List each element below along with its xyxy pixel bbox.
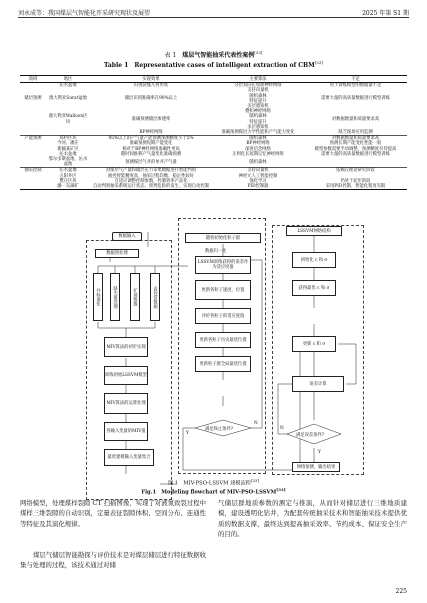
preprocess-box: 数据预处理: [95, 249, 139, 258]
table-cell: 神经元人工智能控制: [238, 173, 278, 179]
global-best-box: 更新粒子群全局最优位置: [195, 356, 251, 372]
col-header: 地区: [46, 76, 90, 83]
table-caption-en: Table 1 Representative cases of intelligent extraction of CBM[33]: [104, 60, 323, 69]
error-calc-box: 误差计算: [292, 376, 344, 392]
table-cell: 对数据数量和质量要求高: [304, 136, 407, 142]
optimal-inputs-box: 最优建模输入变量集合: [104, 449, 154, 466]
col-header: 主要算法: [212, 76, 304, 83]
init-c-sigma-box: 初始化 c 和 σ: [292, 252, 336, 268]
table-cell: 五阳井区: [59, 173, 77, 179]
table-cell: 储层识别准确率在90%以上: [124, 96, 178, 102]
table-cell: 叠积神经网络 随机森林 特征提升 多层感知机: [245, 109, 271, 130]
init-swarm-box: 随机初始化粒子群: [185, 233, 261, 243]
update-c-sigma-box: 更新 c 和 σ: [292, 336, 336, 352]
table-cell: 对数据数量和质量要求高: [331, 117, 380, 123]
table-cell: 今河、潘庄: [57, 141, 79, 147]
table-cell: 随时间推移产气量变化准确预测: [120, 151, 182, 157]
table-cell: BP神经网络: [139, 130, 163, 136]
table-cell: BP神经网络: [246, 141, 270, 147]
table-cell: 用于训练模型的数据量不足: [329, 83, 382, 89]
table-cell: 模型参数需要手动调整，预测精度有待提高: [314, 146, 397, 152]
expand-dim-box: 扩展维数: [130, 273, 140, 321]
pso-yes-label: Y: [186, 431, 189, 436]
table-cell: 识别裂缝几何形状: [133, 83, 169, 89]
missing-value-box: 缺失值处理: [110, 273, 120, 321]
table-cell: 采用PID控制、智能化程度有限: [304, 184, 407, 190]
table-cell: 深度信念网络: [245, 146, 271, 152]
pso-check-label: 满足终止条件?: [205, 427, 234, 432]
table-cell: 需要大量的高质量数据进行模型训练: [321, 151, 390, 157]
table-cell: 预测煤层气井的单井产气量: [125, 159, 177, 165]
table-cell: 准确预测储层渗透率: [131, 117, 171, 123]
table-cell: 随机森林: [212, 136, 304, 142]
miv-init-box: MIV算法的初步实现: [104, 337, 148, 357]
col-header: 实现效果: [90, 76, 212, 83]
error-check-label: 满足误差条件?: [296, 433, 325, 438]
output-box: 网络预测，输出结果: [292, 462, 340, 472]
miv-values-box: 各输入变量的MIV值: [104, 422, 148, 441]
miv-calc-box: MIV算法的运算处理: [104, 393, 148, 414]
data-input-box: 数据输入: [112, 232, 142, 241]
table-cell: 准确预测短期产能变化: [129, 141, 173, 147]
body-left-para1: 网络模型，处理煤样裂隙 CT 扫描图像，实现了对液氮致裂过程中煤样三维裂隙的自动识别，定量表征裂隙体积、空间分布、连通性等特征及其演化规律。: [20, 499, 206, 528]
table-cell: 产能预测: [20, 136, 46, 142]
page-number: 225: [395, 588, 407, 595]
pso-no-label: N: [254, 421, 258, 426]
table-cell: 澳大利亚Walloon区块: [48, 114, 88, 125]
col-header: 领域: [20, 76, 46, 83]
table-cell: 储层预测: [24, 96, 42, 102]
header-left: 刘永成等：我国煤层气智能化开采研究现状及展望: [18, 10, 151, 17]
table-cell: 沁水盆地: [59, 151, 77, 157]
table-cell: 分层双向长短期神经网络: [234, 83, 282, 89]
outlier-box: 去异常数据: [150, 273, 160, 321]
table-cell: 沁水盆地: [46, 168, 90, 174]
table-cell: 沁水盆地: [59, 83, 77, 89]
table-cell: 澳大利亚Surat盆地: [49, 96, 87, 102]
body-left-para2: 煤层气储层智能勘探与评价技术是对煤层储层进行特征数据收集与处理的过程，该技术通过对储: [20, 551, 206, 570]
figure-caption-cn: 图 1 MIV-PSO-LSSVM 建模流程[33]: [167, 478, 260, 487]
lssvm-structure-box: LSSVM网络结构: [286, 226, 342, 236]
table-cell: 准确预测煤层力学性能和产气能力变化: [221, 130, 295, 136]
table-cell: 随机森林: [249, 159, 267, 165]
table-cell: 依赖在理论研究阶段: [304, 168, 407, 174]
update-velocity-box: 更新各粒子速度、位置: [195, 280, 251, 300]
best-c-sigma-box: 获得最优 c 和 σ: [292, 280, 336, 296]
normalize-label: 数据归一化: [205, 249, 227, 254]
table-cell: 仍处于起步阶段: [340, 178, 371, 184]
table-cell: 支持向量机 随机森林 特征提升 多层感知机: [247, 88, 269, 110]
table-cell: 需要大量的高质量数据进行模型训练: [321, 96, 390, 102]
table-cell: 强化学习: [249, 178, 267, 184]
body-right-para: 气储层群地质参数的测定与推演，从而针对储层进行三维地质建模，建设透明化钻井，为配套传统抽采技术和智能抽采技术提供优质的数据支撑，最终达到提高抽采效率、节约成本、保证安全生产的目的。: [218, 499, 407, 539]
train-lssvm-box: 训练初始LSSVM模型: [104, 366, 148, 385]
table-cell: 正则化长短期记忆神经网络: [232, 151, 284, 157]
table-cell: PID控制器: [212, 184, 304, 190]
normalize-box: 并标准化: [93, 273, 103, 321]
table-cell: 抽采控制: [20, 168, 46, 174]
table-cell: 对煤层气产量和储层压力采集数据进行智能判别: [90, 168, 212, 174]
col-header: 不足: [304, 76, 407, 83]
table-cell: 新疆某矿区: [57, 146, 79, 152]
personal-best-box: 更新各粒子历史最优位置: [195, 332, 251, 348]
table-cell: 液控智能精度高、抽采过程均衡、稳定性较好: [108, 173, 194, 179]
table-cell: 潞一东湖矿: [46, 184, 90, 190]
table-cell: 缺乏现场应用监测: [338, 130, 373, 136]
table-cell: 樊庄区块: [59, 178, 77, 184]
header-right: 2025 年第 S1 期: [362, 10, 409, 17]
table-cell: 鄂尔多斯盆地、沁水盆地: [48, 157, 88, 168]
table-cell: 自动判别抽采系统运行状态、预判危险的发生、实现自动控制: [90, 184, 212, 190]
table-caption-cn: 表 1 煤层气智能抽采代表性案例[33]: [164, 50, 263, 59]
eval-fitness-box: 评价各粒子的适应度值: [195, 308, 251, 324]
figure-caption-en: Fig.1 Modeling flowchart of MIV-PSO-LSSVM[33]: [141, 487, 286, 496]
table-cell: 郑村区块: [46, 136, 90, 142]
error-yes-label: Y: [318, 450, 321, 455]
error-no-label: N: [280, 426, 284, 431]
table-cell: 支持向量机: [212, 168, 304, 174]
table-cell: 相对于BP神经网络准确性更高: [122, 146, 180, 152]
lssvm-error-box: LSSVM训练获得的误差作为适应度值: [195, 256, 251, 274]
table-cell: 预测长期产能变化性能一般: [329, 141, 382, 147]
table-cell: 95%以上的产气量产能预测预测精度小于5%: [90, 136, 212, 142]
table-cell: 自适应调整控制参数，控制效率产品化: [114, 178, 188, 184]
